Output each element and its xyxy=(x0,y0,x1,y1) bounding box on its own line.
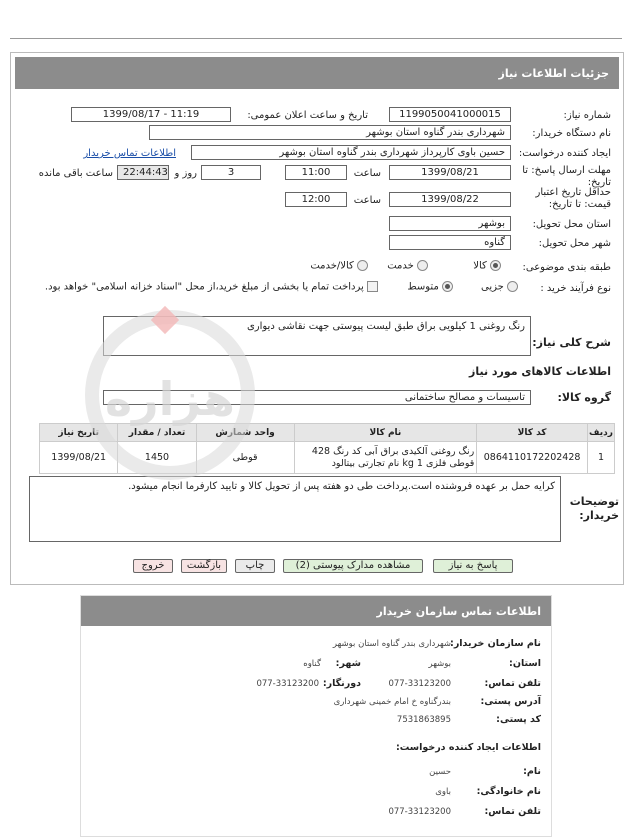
col-qty: تعداد / مقدار xyxy=(118,424,196,442)
deadline-time-label: ساعت xyxy=(353,168,381,179)
last-name-label: نام خانوادگی: xyxy=(476,786,541,797)
delivery-city-label: شهر محل تحویل: xyxy=(538,238,611,249)
contact-city-label: شهر: xyxy=(335,658,361,669)
col-code: کد کالا xyxy=(477,424,588,442)
radio-minor[interactable] xyxy=(507,281,518,292)
summary-textarea[interactable]: رنگ روغنی 1 کیلویی براق طبق لیست پیوستی جهت نقاشی دیواری xyxy=(103,316,531,356)
treasury-checkbox[interactable] xyxy=(367,281,378,292)
contact-fax-value: 077-33123200 xyxy=(256,679,319,689)
postal-code-label: کد پستی: xyxy=(496,714,541,725)
org-name-value: شهرداری بندر گناوه استان بوشهر xyxy=(332,639,451,649)
exit-button[interactable]: خروج xyxy=(133,559,173,573)
announce-date-field[interactable]: 1399/08/17 - 11:19 xyxy=(71,107,231,122)
creator-label: ایجاد کننده درخواست: xyxy=(518,148,611,159)
goods-group-label: گروه کالا: xyxy=(557,391,611,404)
postal-address-value: بندرگناوه خ امام خمینی شهرداری xyxy=(333,697,451,707)
col-unit: واحد شمارش xyxy=(196,424,294,442)
contact-province-label: استان: xyxy=(509,658,541,669)
category-service-label: خدمت xyxy=(387,260,414,272)
category-option-both[interactable] xyxy=(310,260,368,272)
category-option-service[interactable] xyxy=(387,260,428,272)
treasury-payment-option[interactable] xyxy=(45,281,378,293)
announce-date-label: تاریخ و ساعت اعلان عمومی: xyxy=(247,110,368,121)
first-name-label: نام: xyxy=(523,766,541,777)
goods-table xyxy=(39,423,615,474)
contact-city-value: گناوه xyxy=(303,659,321,669)
cell-unit: قوطی xyxy=(196,442,294,474)
process-option-minor[interactable] xyxy=(481,281,518,293)
contact-province-value: بوشهر xyxy=(428,659,451,669)
cell-index: 1 xyxy=(587,442,614,474)
radio-service[interactable] xyxy=(417,260,428,271)
buyer-contact-panel xyxy=(80,595,552,837)
category-goods-label: کالا xyxy=(473,260,487,272)
contact-fax-label: دورنگار: xyxy=(322,678,361,689)
goods-group-field[interactable]: تاسیسات و مصالح ساختمانی xyxy=(103,390,531,405)
back-button[interactable]: بازگشت xyxy=(181,559,227,573)
validity-time-field[interactable]: 12:00 xyxy=(285,192,347,207)
validity-time-label: ساعت xyxy=(353,195,381,206)
remaining-time-field: 22:44:43 xyxy=(117,165,169,180)
process-type-label: نوع فرآیند خرید : xyxy=(540,283,611,294)
radio-medium[interactable] xyxy=(442,281,453,292)
radio-goods[interactable] xyxy=(490,260,501,271)
treasury-payment-note: پرداخت تمام یا بخشی از مبلغ خرید،از محل "اسناد خزانه اسلامی" خواهد بود. xyxy=(44,281,364,293)
col-name: نام کالا xyxy=(294,424,477,442)
buyer-notes-textarea[interactable]: کرایه حمل بر عهده فروشنده است.پرداخت طی دو هفته پس از تحویل کالا و تایید کارفرما انجام میشود. xyxy=(29,476,561,542)
need-number-field[interactable]: 1199050041000015 xyxy=(389,107,511,122)
category-label: طبقه بندی موضوعی: xyxy=(522,262,611,273)
cell-date: 1399/08/21 xyxy=(40,442,118,474)
summary-label: شرح کلی نیاز: xyxy=(532,336,611,349)
creator-section-title: اطلاعات ایجاد کننده درخواست: xyxy=(395,742,541,753)
deadline-date-field[interactable]: 1399/08/21 xyxy=(389,165,511,180)
process-option-medium[interactable] xyxy=(407,281,453,293)
process-minor-label: جزیی xyxy=(480,281,504,293)
first-name-value: حسین xyxy=(429,767,451,777)
col-date: تاریخ نیاز xyxy=(40,424,118,442)
days-label: روز و xyxy=(174,168,197,179)
last-name-value: باوی xyxy=(435,787,451,797)
delivery-city-field[interactable]: گناوه xyxy=(389,235,511,250)
goods-section-title: اطلاعات کالاهای مورد نیاز xyxy=(469,365,611,378)
cell-qty: 1450 xyxy=(118,442,196,474)
contact-phone-label: تلفن تماس: xyxy=(484,678,541,689)
price-validity-label: حداقل تاریخ اعتبار قیمت: تا تاریخ: xyxy=(535,187,611,210)
remaining-days-field[interactable]: 3 xyxy=(201,165,261,180)
creator-phone-value: 077-33123200 xyxy=(388,807,451,817)
postal-code-value: 7531863895 xyxy=(396,715,451,725)
top-divider xyxy=(10,38,622,39)
validity-date-field[interactable]: 1399/08/22 xyxy=(389,192,511,207)
remaining-time-label: ساعت باقی مانده xyxy=(38,168,113,179)
buyer-notes-label: توضیحات خریدار: xyxy=(569,495,619,522)
cell-code: 0864110172202428 xyxy=(477,442,588,474)
print-button[interactable]: چاپ xyxy=(235,559,275,573)
process-medium-label: متوسط xyxy=(407,281,439,293)
contact-phone-value: 077-33123200 xyxy=(388,679,451,689)
col-index: ردیف xyxy=(587,424,614,442)
radio-goods-service[interactable] xyxy=(357,260,368,271)
creator-phone-label: تلفن تماس: xyxy=(484,806,541,817)
panel-title: جزئیات اطلاعات نیاز xyxy=(15,57,619,89)
delivery-province-label: استان محل تحویل: xyxy=(532,219,611,230)
delivery-province-field[interactable]: بوشهر xyxy=(389,216,511,231)
need-details-panel xyxy=(10,52,624,585)
need-number-label: شماره نیاز: xyxy=(563,110,611,121)
deadline-time-field[interactable]: 11:00 xyxy=(285,165,347,180)
postal-address-label: آدرس پستی: xyxy=(480,696,541,707)
buyer-contact-link[interactable]: اطلاعات تماس خریدار xyxy=(83,148,176,159)
buyer-org-field[interactable]: شهرداری بندر گناوه استان بوشهر xyxy=(149,125,511,140)
category-option-goods[interactable] xyxy=(473,260,501,272)
category-both-label: کالا/خدمت xyxy=(310,260,354,272)
buyer-org-label: نام دستگاه خریدار: xyxy=(532,128,611,139)
table-row xyxy=(40,442,615,474)
deadline-label: مهلت ارسال پاسخ: تا تاریخ: xyxy=(522,165,611,188)
contact-title: اطلاعات تماس سازمان خریدار xyxy=(81,596,551,626)
creator-field[interactable]: حسین باوی کارپرداز شهرداری بندر گناوه استان بوشهر xyxy=(191,145,511,160)
reply-button[interactable]: پاسخ به نیاز xyxy=(433,559,513,573)
watermark-text: هزاره xyxy=(105,372,235,426)
org-name-label: نام سازمان خریدار: xyxy=(450,638,541,649)
view-attachments-button[interactable]: مشاهده مدارک پیوستی (2) xyxy=(283,559,423,573)
cell-name: رنگ روغنی آلکیدی براق آبی کد رنگ 428 قوطی فلزی 1 kg نام تجارتی بیتالود xyxy=(294,442,477,474)
